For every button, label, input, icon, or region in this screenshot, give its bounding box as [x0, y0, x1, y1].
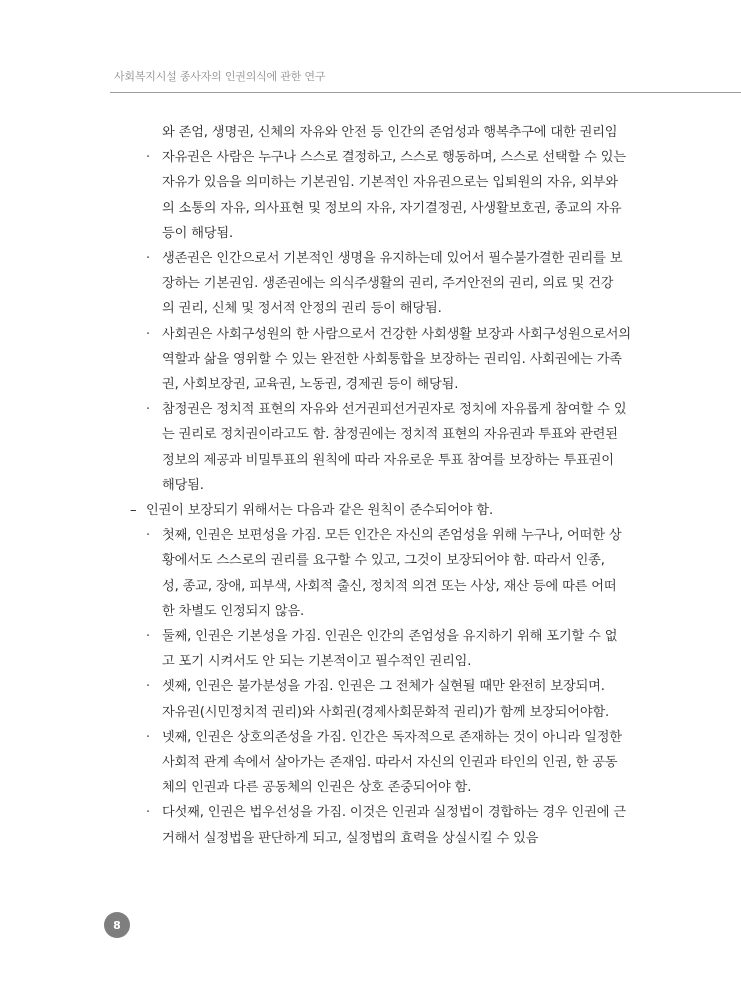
- rights-item-line: 자유가 있음을 의미하는 기본권임. 기본적인 자유권으로는 입퇴원의 자유, 외부와: [162, 175, 618, 191]
- principle-item-line: 체의 인권과 다른 공동체의 인권은 상호 존중되어야 함.: [162, 780, 472, 796]
- rights-item-line: 자유권은 사람은 누구나 스스로 결정하고, 스스로 행동하며, 스스로 선택할 수 있는: [162, 150, 626, 166]
- bullet-marker: ·: [146, 150, 151, 166]
- principle-item-line: 다섯째, 인권은 법우선성을 가짐. 이것은 인권과 실정법이 경합하는 경우 인권에 근: [162, 805, 626, 821]
- principle-item-line: 셋째, 인권은 불가분성을 가짐. 인권은 그 전체가 실현될 때만 완전히 보장되며.: [162, 679, 605, 695]
- header-divider: [110, 92, 741, 93]
- bullet-marker: ·: [146, 679, 151, 695]
- rights-item-line: 생존권은 인간으로서 기본적인 생명을 유지하는데 있어서 필수불가결한 권리를 보: [162, 251, 623, 266]
- rights-item-line: 장하는 기본권임. 생존권에는 의식주생활의 권리, 주거안전의 권리, 의료 및 건강: [162, 276, 614, 292]
- rights-item-line: 의 소통의 자유, 의사표현 및 정보의 자유, 자기결정권, 사생활보호권, 종교의 자유: [162, 200, 622, 216]
- dash-marker: –: [130, 503, 137, 518]
- bullet-marker: ·: [146, 326, 151, 342]
- rights-item-line: 의 권리, 신체 및 정서적 안정의 권리 등이 해당됨.: [162, 301, 442, 317]
- bullet-marker: ·: [146, 402, 151, 418]
- bullet-marker: ·: [146, 729, 151, 745]
- page-number: 8: [113, 918, 121, 932]
- principle-item-line: 둘째, 인권은 기본성을 가짐. 인권은 인간의 존엄성을 유지하기 위해 포기할 수 없: [162, 629, 618, 644]
- principle-item-line: 거해서 실정법을 판단하게 되고, 실정법의 효력을 상실시킬 수 있음: [162, 830, 539, 846]
- rights-item-line: 역할과 삶을 영위할 수 있는 완전한 사회통합을 보장하는 권리임. 사회권에는 가족: [162, 351, 622, 367]
- rights-item-line: 사회권은 사회구성원의 한 사람으로서 건강한 사회생활 보장과 사회구성원으로서의: [162, 326, 631, 342]
- rights-item-line: 등이 해당됨.: [162, 225, 234, 241]
- rights-item-line: 참정권은 정치적 표현의 자유와 선거권피선거권자로 정치에 자유롭게 참여할 수 있: [162, 402, 627, 418]
- principle-item-line: 사회적 관계 속에서 살아가는 존재임. 따라서 자신의 인권과 타인의 인권, 한 공동: [162, 755, 618, 770]
- principles-heading: 인권이 보장되기 위해서는 다음과 같은 원칙이 준수되어야 함.: [146, 503, 494, 518]
- principle-item-line: 한 차별도 인정되지 않음.: [162, 603, 305, 619]
- paragraph-line: 와 존엄, 생명권, 신체의 자유와 안전 등 인간의 존엄성과 행복추구에 대한 권리임: [162, 125, 618, 140]
- bullet-marker: ·: [146, 251, 151, 266]
- rights-item-line: 권, 사회보장권, 교육권, 노동권, 경제권 등이 해당됨.: [162, 377, 459, 392]
- page-number-badge: [104, 912, 130, 938]
- rights-item-line: 정보의 제공과 비밀투표의 원칙에 따라 자유로운 투표 참여를 보장하는 투표권이: [162, 452, 614, 468]
- principle-item-line: 자유권(시민정치적 권리)와 사회권(경제사회문화적 권리)가 함께 보장되어야함.: [162, 704, 610, 720]
- bullet-marker: ·: [146, 805, 151, 821]
- principle-item-line: 넷째, 인권은 상호의존성을 가짐. 인간은 독자적으로 존재하는 것이 아니라 일정한: [162, 729, 622, 745]
- running-header-title: 사회복지시설 종사자의 인권의식에 관한 연구: [114, 70, 326, 83]
- principle-item-line: 황에서도 스스로의 권리를 요구할 수 있고, 그것이 보장되어야 함. 따라서 인종,: [162, 553, 605, 569]
- principle-item-line: 성, 종교, 장애, 피부색, 사회적 출신, 정치적 의견 또는 사상, 재산 등에 따른 어떠: [162, 578, 617, 594]
- rights-item-line: 는 권리로 정치권이라고도 함. 참정권에는 정치적 표현의 자유권과 투표와 관련된: [162, 427, 618, 443]
- rights-item-line: 해당됨.: [162, 477, 204, 493]
- principle-item-line: 고 포기 시켜서도 안 되는 기본적이고 필수적인 권리임.: [162, 654, 472, 670]
- principle-item-line: 첫째, 인권은 보편성을 가짐. 모든 인간은 자신의 존엄성을 위해 누구나, 어떠한 상: [162, 528, 622, 544]
- bullet-marker: ·: [146, 629, 151, 644]
- bullet-marker: ·: [146, 528, 151, 544]
